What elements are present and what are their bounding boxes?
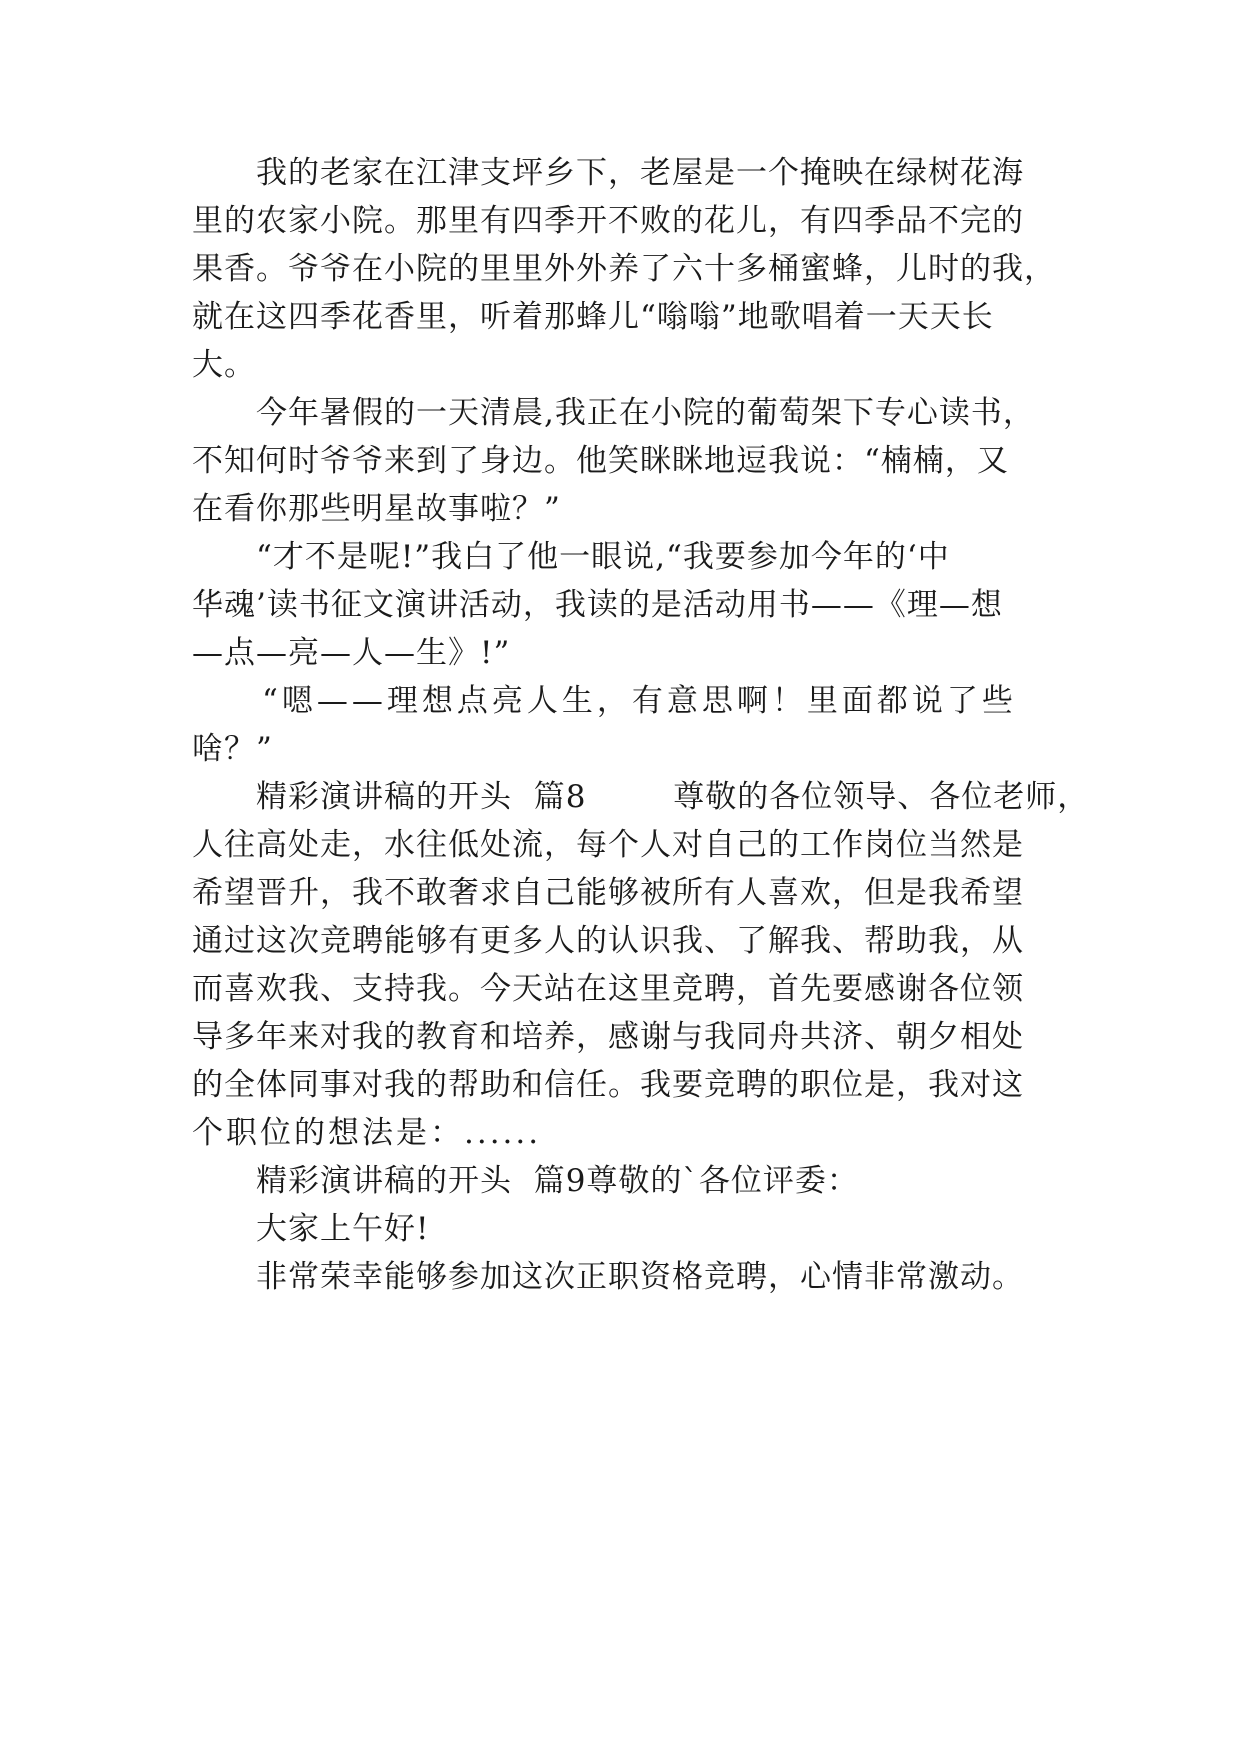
paragraph-5-line-5: 而喜欢我、支持我。今天站在这里竞聘，首先要感谢各位领 xyxy=(192,971,1024,1007)
paragraph-1-line-4: 就在这四季花香里，听着那蜂儿“嗡嗡”地歌唱着一天天长 xyxy=(192,299,994,335)
paragraph-1-line-3: 果香。爷爷在小院的里里外外养了六十多桶蜜蜂，儿时的我， xyxy=(192,251,1056,287)
paragraph-3-line-3: —点—亮—人—生》!” xyxy=(192,635,511,671)
paragraph-2-line-2: 不知何时爷爷来到了身边。他笑眯眯地逗我说：“楠楠，又 xyxy=(192,443,1009,479)
paragraph-6-line-1: 精彩演讲稿的开头 篇9尊敬的`各位评委： xyxy=(256,1163,859,1199)
paragraph-7-line-1: 大家上午好! xyxy=(256,1211,430,1247)
paragraph-4-line-2: 啥？” xyxy=(192,731,273,767)
paragraph-5-line-6: 导多年来对我的教育和培养，感谢与我同舟共济、朝夕相处 xyxy=(192,1019,1024,1055)
paragraph-3-line-1: “才不是呢!”我白了他一眼说,“我要参加今年的‘中 xyxy=(256,539,950,575)
paragraph-4-line-1: “嗯——理想点亮人生，有意思啊！里面都说了些 xyxy=(262,683,1017,719)
paragraph-5-line-1: 精彩演讲稿的开头 篇8 尊敬的各位领导、各位老师， xyxy=(256,779,1090,815)
paragraph-1-line-1: 我的老家在江津支坪乡下，老屋是一个掩映在绿树花海 xyxy=(256,155,1024,191)
paragraph-3-line-2: 华魂’读书征文演讲活动，我读的是活动用书——《理—想 xyxy=(192,587,1003,623)
paragraph-5-line-4: 通过这次竞聘能够有更多人的认识我、了解我、帮助我，从 xyxy=(192,923,1024,959)
paragraph-1-line-5: 大。 xyxy=(192,347,256,383)
paragraph-5-line-8: 个职位的想法是：...... xyxy=(192,1115,542,1151)
paragraph-1-line-2: 里的农家小院。那里有四季开不败的花儿，有四季品不完的 xyxy=(192,203,1024,239)
paragraph-2-line-3: 在看你那些明星故事啦？” xyxy=(192,491,561,527)
paragraph-8-line-1: 非常荣幸能够参加这次正职资格竞聘，心情非常激动。 xyxy=(256,1259,1024,1295)
paragraph-5-line-3: 希望晋升，我不敢奢求自己能够被所有人喜欢，但是我希望 xyxy=(192,875,1024,911)
paragraph-5-line-7: 的全体同事对我的帮助和信任。我要竞聘的职位是，我对这 xyxy=(192,1067,1024,1103)
paragraph-5-line-2: 人往高处走，水往低处流，每个人对自己的工作岗位当然是 xyxy=(192,827,1024,863)
paragraph-2-line-1: 今年暑假的一天清晨,我正在小院的葡萄架下专心读书， xyxy=(256,395,1035,431)
